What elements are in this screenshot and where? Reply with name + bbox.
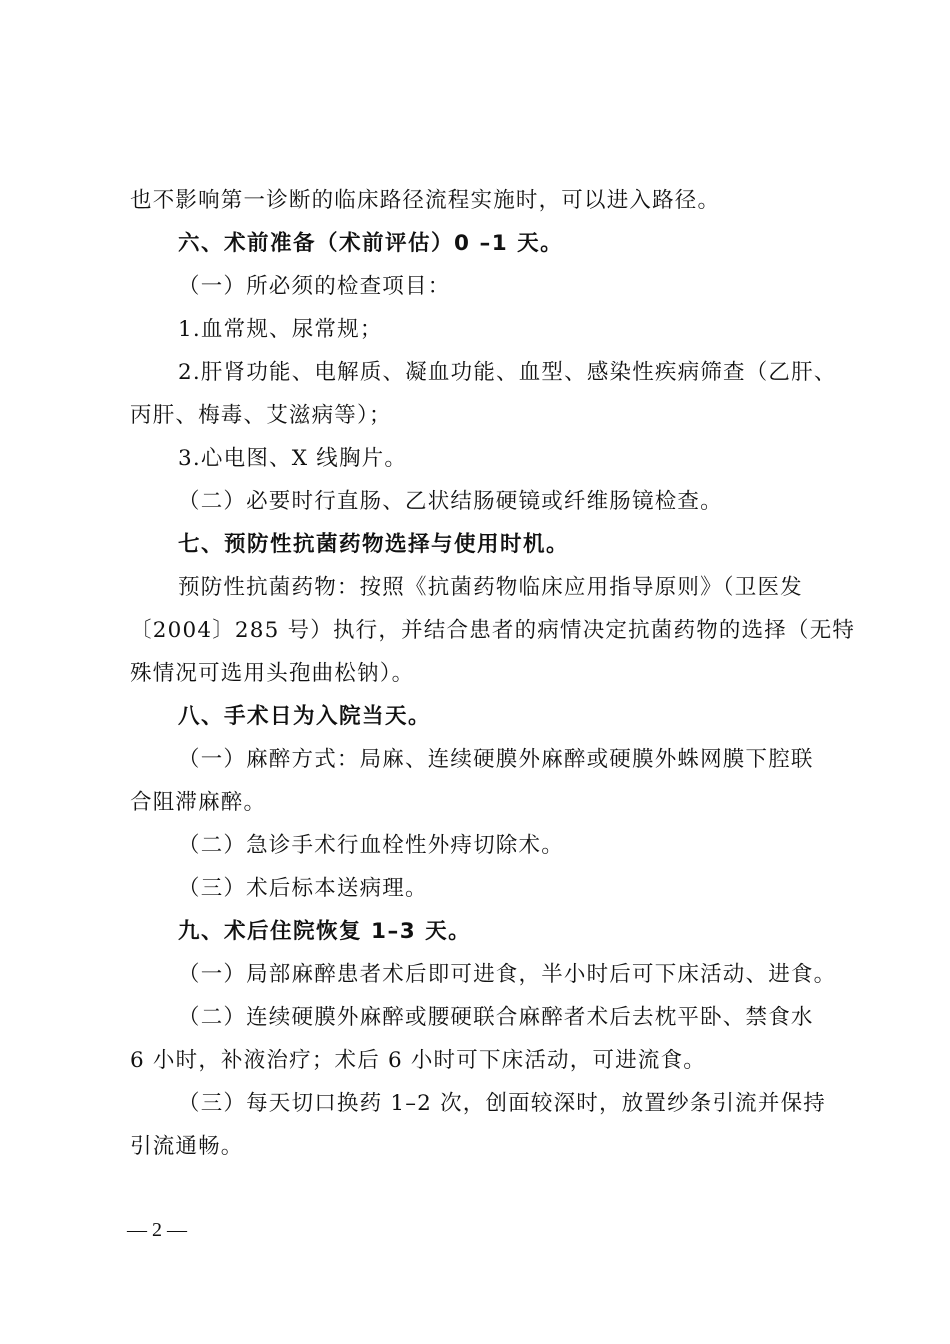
subsection-heading: （一）所必须的检查项目： (178, 274, 451, 299)
paragraph-line: （二）连续硬膜外麻醉或腰硬联合麻醉者术后去枕平卧、禁食水 (178, 1005, 814, 1030)
list-item: 2.肝肾功能、电解质、凝血功能、血型、感染性疾病筛查（乙肝、 (178, 360, 837, 385)
section-heading: 六、术前准备（术前评估）0 –1 天。 (178, 231, 564, 256)
paragraph-line: （一）麻醉方式：局麻、连续硬膜外麻醉或硬膜外蛛网膜下腔联 (178, 747, 814, 772)
section-heading: 九、术后住院恢复 1–3 天。 (178, 919, 472, 944)
paragraph-line: （二）必要时行直肠、乙状结肠硬镜或纤维肠镜检查。 (178, 489, 723, 514)
paragraph-line: 预防性抗菌药物：按照《抗菌药物临床应用指导原则》（卫医发 (178, 575, 803, 600)
paragraph-line: （三）每天切口换药 1–2 次，创面较深时，放置纱条引流并保持 (178, 1091, 826, 1116)
paragraph-line: 6 小时，补液治疗；术后 6 小时可下床活动，可进流食。 (130, 1048, 706, 1073)
paragraph-line: 引流通畅。 (130, 1134, 244, 1159)
paragraph-line: （三）术后标本送病理。 (178, 876, 428, 901)
paragraph-line: （二）急诊手术行血栓性外痔切除术。 (178, 833, 564, 858)
paragraph-line: 丙肝、梅毒、艾滋病等）； (130, 403, 392, 428)
section-heading: 八、手术日为入院当天。 (178, 704, 432, 729)
page-number: — 2 — (127, 1219, 187, 1241)
paragraph-line: 也不影响第一诊断的临床路径流程实施时，可以进入路径。 (130, 188, 721, 213)
list-item: 1.血常规、尿常规； (178, 317, 383, 342)
list-item: 3.心电图、X 线胸片。 (178, 446, 408, 471)
section-heading: 七、预防性抗菌药物选择与使用时机。 (178, 532, 570, 557)
paragraph-line: （一）局部麻醉患者术后即可进食，半小时后可下床活动、进食。 (178, 962, 837, 987)
paragraph-line: 殊情况可选用头孢曲松钠）。 (130, 661, 415, 686)
paragraph-line: 〔2004〕285 号）执行，并结合患者的病情决定抗菌药物的选择（无特 (130, 618, 856, 643)
paragraph-line: 合阻滞麻醉。 (130, 790, 267, 815)
